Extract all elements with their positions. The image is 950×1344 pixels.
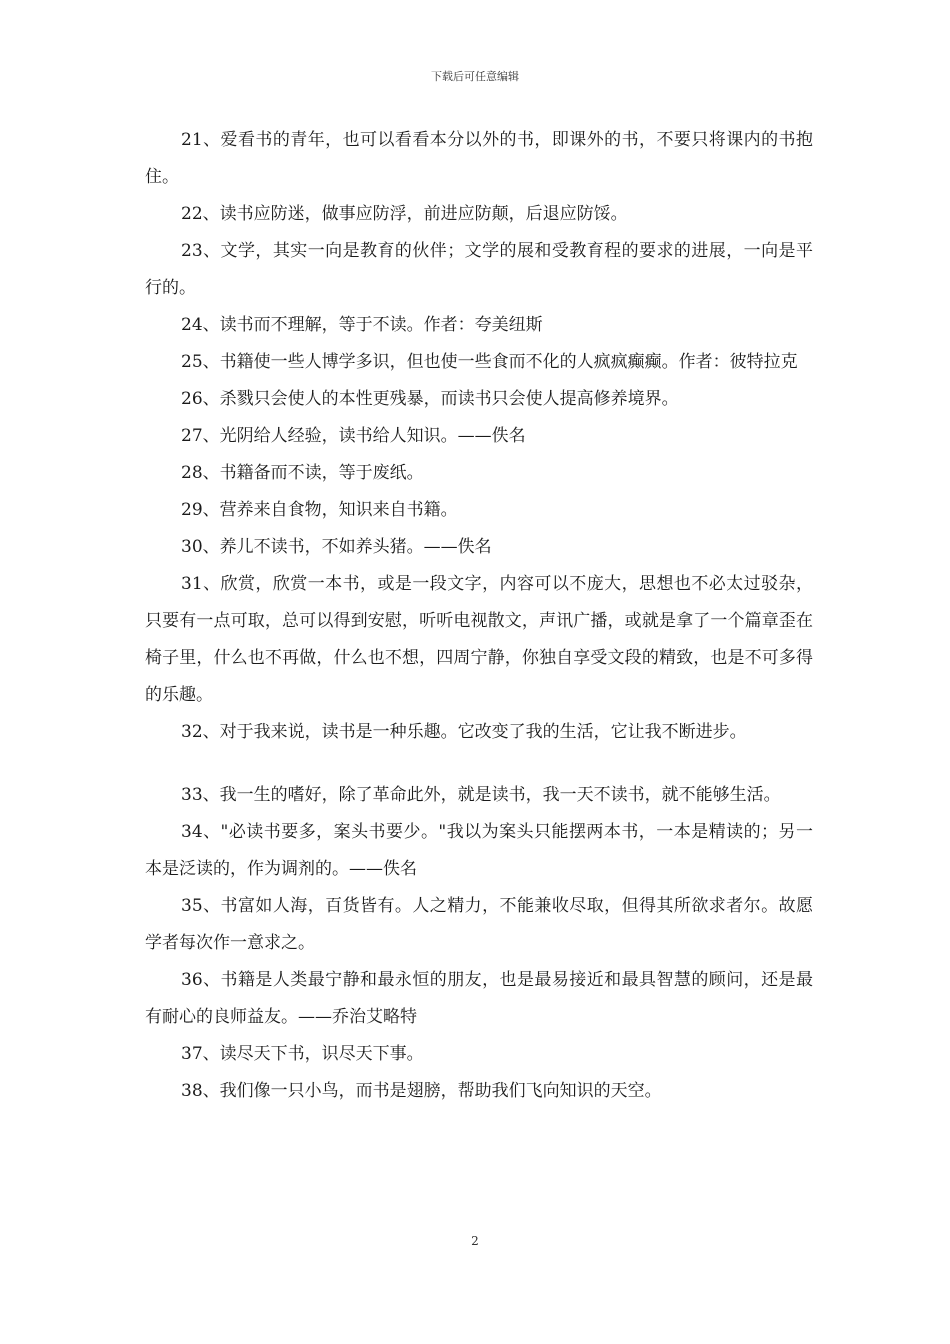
quote-paragraph: 32、对于我来说，读书是一种乐趣。它改变了我的生活，它让我不断进步。 — [181, 722, 747, 742]
quote-paragraph: 37、读尽天下书，识尽天下事。 — [181, 1044, 424, 1064]
quote-paragraph: 33、我一生的嗜好，除了革命此外，就是读书，我一天不读书，就不能够生活。 — [181, 785, 781, 805]
quote-paragraph: 26、杀戮只会使人的本性更残暴，而读书只会使人提高修养境界。 — [181, 389, 679, 409]
quote-paragraph: 27、光阴给人经验，读书给人知识。——佚名 — [181, 426, 526, 446]
quote-paragraph: 25、书籍使一些人博学多识，但也使一些食而不化的人疯疯癫癫。作者：彼特拉克 — [181, 352, 798, 372]
quote-paragraph: 22、读书应防迷，做事应防浮，前进应防颠，后退应防馁。 — [181, 204, 628, 224]
quote-paragraph: 29、营养来自食物，知识来自书籍。 — [181, 500, 458, 520]
page-header: 下载后可任意编辑 — [431, 70, 519, 83]
quote-paragraph: 31、欣赏，欣赏一本书，或是一段文字，内容可以不庞大，思想也不必太过驳杂，只要有一点可取，总可以得到安慰，听听电视散文，声讯广播，或就是拿了一个篇章歪在椅子里，什么也不再做，什么也不想，四周宁静，你独自享受文段的精致，也是不可多得的乐趣。 — [145, 574, 813, 705]
quote-paragraph: 38、我们像一只小鸟，而书是翅膀，帮助我们飞向知识的天空。 — [181, 1081, 662, 1101]
quote-paragraph: 35、书富如人海，百货皆有。人之精力，不能兼收尽取，但得其所欲求者尔。故愿学者每次作一意求之。 — [145, 896, 813, 953]
quote-paragraph: 36、书籍是人类最宁静和最永恒的朋友，也是最易接近和最具智慧的顾问，还是最有耐心的良师益友。——乔治艾略特 — [145, 970, 813, 1027]
quote-paragraph: 24、读书而不理解，等于不读。作者：夸美纽斯 — [181, 315, 543, 335]
quote-paragraph: 28、书籍备而不读，等于废纸。 — [181, 463, 424, 483]
quote-paragraph: 23、文学，其实一向是教育的伙伴；文学的展和受教育程的要求的进展，一向是平行的。 — [145, 241, 813, 298]
document-body — [145, 122, 813, 1110]
page-number: 2 — [471, 1234, 479, 1248]
quote-paragraph: 30、养儿不读书，不如养头猪。——佚名 — [181, 537, 492, 557]
quote-paragraph: 21、爱看书的青年，也可以看看本分以外的书，即课外的书，不要只将课内的书抱住。 — [145, 130, 813, 187]
quote-paragraph: 34、"必读书要多，案头书要少。"我以为案头只能摆两本书，一本是精读的；另一本是泛读的，作为调剂的。——佚名 — [145, 822, 813, 879]
